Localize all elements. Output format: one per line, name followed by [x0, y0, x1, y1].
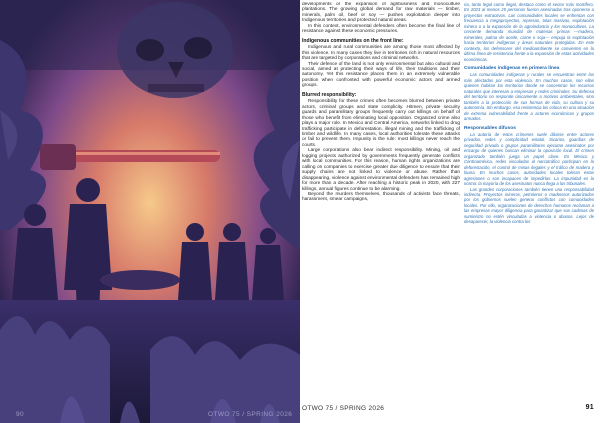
skull-shape — [117, 2, 233, 98]
right-issue-label: OTWO 75 / SPRING 2026 — [302, 405, 385, 412]
en-paragraph-responsibility-3: Beyond the murders themselves, thousands of activists face threats, harassment, smear campaigns, — [302, 191, 460, 203]
right-page-footer — [302, 404, 594, 416]
es-paragraph-responsibility-2: Las grandes corporaciones también tienen una responsabilidad indirecta. Proyectos mineros, petroleros o madereros autorizados por los gobiernos suelen generar conflictos con comunidades locales. Por ello, organizaciones de derechos humanos reclaman a las empresas mayor diligencia para garantizar que sus cadenas de suministro no estén vinculadas a violencia o abusos. Lejos de desaparecer, la violencia contra los — [464, 186, 594, 225]
es-paragraph-intro: ria, tanto legal como ilegal, destaca como el sector más mortífero. En 2023 al menos 25 personas fueron asesinadas tras oponerse a proyectos extractivos. Las comunidades locales se enfrentan con frecuencia a megaproyectos, represas, talas masivas, explotación minera o a la expansión de la agroindustria y los monocultivos. La creciente demanda mundial de materias primas —madera, minerales, palma de aceite, carne o soja— empuja la explotación hacia territorios indígenas y áreas naturales protegidas. En este contexto, los defensores del medioambiente se convierten en la última línea de resistencia frente a la expansión de estas actividades económicas. — [464, 2, 594, 62]
left-page-number: 90 — [16, 411, 25, 418]
spanish-column — [464, 2, 594, 400]
left-issue-label: OTWO 75 / SPRING 2026 — [208, 411, 293, 418]
en-paragraph-indigenous-2: Their defence of the land is not only environmental but also cultural and social, aimed at protecting their ways of life, their traditions and their autonomy. Yet this resistance places them in an extremely vulnerable position when confronted with powerful economic actors and armed groups. — [302, 61, 460, 89]
en-paragraph-intro: developments or the expansion of agribusiness and monoculture plantations. The growing global demand for raw materials — timber, minerals, palm oil, beef or soy — pushes exploitation deeper into Indigenous territories and protected natural areas. — [302, 2, 460, 24]
es-heading-responsibility: Responsables difusos — [464, 125, 516, 131]
english-column — [302, 2, 460, 400]
en-heading-indigenous: Indigenous communities on the front line: — [302, 37, 404, 44]
es-heading-indigenous: Comunidades indígenas en primera línea — [464, 65, 560, 71]
en-heading-responsibility: Blurred responsibility: — [302, 91, 357, 98]
right-page-number: 91 — [585, 404, 594, 411]
en-paragraph-responsibility-1: Responsibility for these crimes often becomes blurred between private actors, criminal groups and state complicity. Hitmen, private security guards and paramilitary groups frequently carry out killings on behalf of those who benefit from eliminating local opposition. Organized crime also plays a major role. In Mexico and Central America, networks linked to drug trafficking participate in deforestation, illegal mining and the trafficking of timber and wildlife. In many cases, local authorities tolerate these attacks or fail to prevent them. Impunity is the rule: most killings never reach the courts. — [302, 99, 460, 148]
left-page-footer — [0, 407, 300, 423]
en-paragraph-responsibility-2: Large corporations also bear indirect responsibility. Mining, oil and logging projects authorized by governments frequently generate conflicts with local communities. For this reason, human rights organizations are calling on companies to exercise greater due diligence to ensure that their supply chains are not linked to violence or abuse. Rather than disappearing, violence against environmental defenders has remained high for more than a decade. After reaching a historic peak in 2020, with 227 killings, annual figures continue to be alarming. — [302, 148, 460, 192]
es-paragraph-indigenous-1: Las comunidades indígenas y rurales se encuentran entre las más afectadas por esta violencia. En muchos casos, son ellas quienes habitan los territorios donde se concentran los recursos naturales que interesan a empresas y redes criminales. Su defensa del territorio no responde únicamente a motivos ambientales, sino también a la protección de sus formas de vida, su cultura y su autonomía. Sin embargo, esa resistencia las coloca en una situación de extrema vulnerabilidad frente a actores económicos y grupos armados. — [464, 72, 594, 122]
en-paragraph-context: In this context, environmental defenders often become the final line of resistance against these economic pressures. — [302, 23, 460, 35]
en-paragraph-indigenous-1: Indigenous and rural communities are among those most affected by this violence. In many cases they live in territories rich in natural resources that are targeted by corporations and criminal networks. — [302, 45, 460, 62]
es-paragraph-responsibility-1: La autoría de estos crímenes suele diluirse entre actores privados, redes y complicidad estatal. Sicarios, guardias de seguridad privada o grupos paramilitares ejecutan asesinatos por encargo de quienes buscan eliminar la oposición local. El crimen organizado también juega un papel clave. En México y Centroamérica, redes vinculadas al narcotráfico participan en la deforestación, el control de minas ilegales y el tráfico de madera y fauna. En muchos casos, autoridades locales toleran estas agresiones o son incapaces de impedirlas. La impunidad es la norma: la mayoría de los asesinatos nunca llega a los tribunales. — [464, 131, 594, 187]
